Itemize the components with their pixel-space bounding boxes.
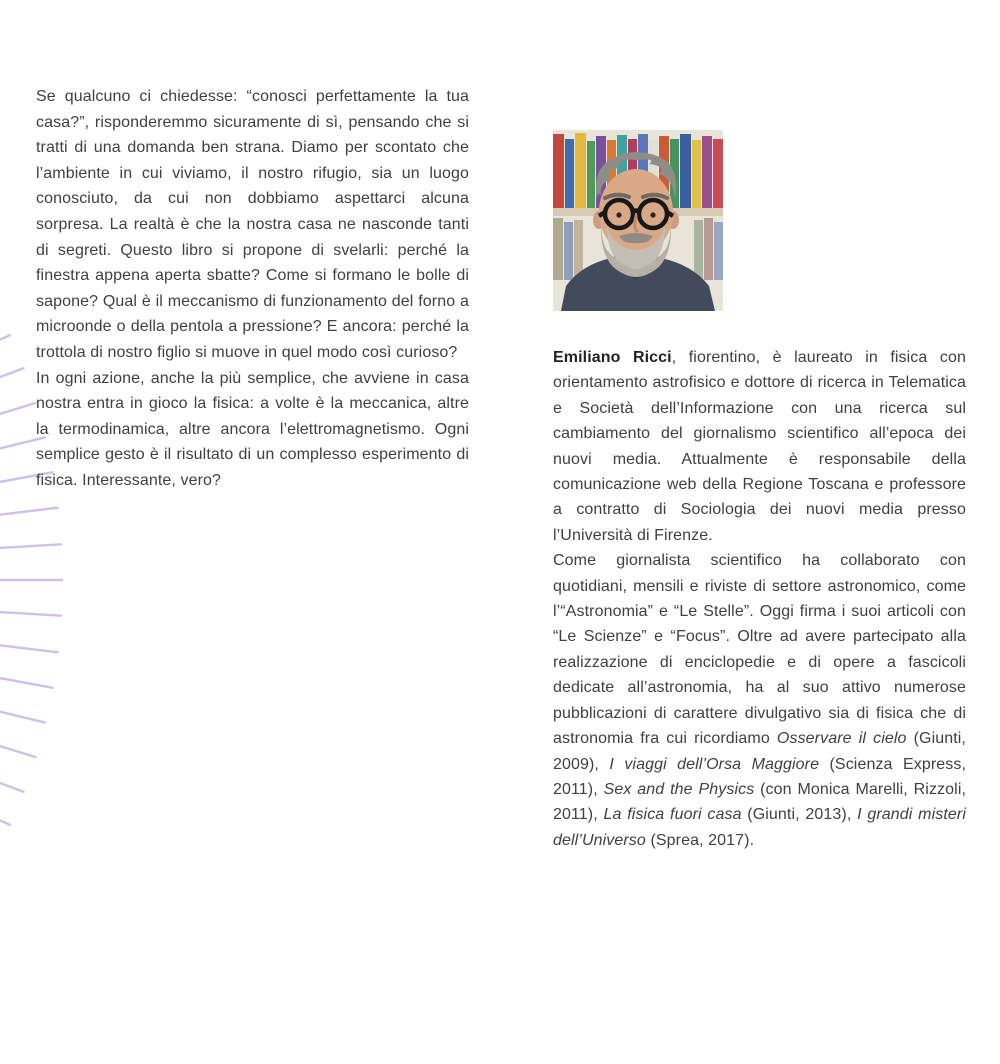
bio-paragraph-works (553, 548, 966, 853)
bio-works-text: (Giunti, 2013), (741, 806, 858, 824)
bio-works-text: (Scienza Express, 2011), (553, 755, 967, 798)
author-photo (553, 130, 723, 311)
book-title-la-fisica-fuori-casa: La fisica fuori casa (603, 806, 742, 824)
bio-works-text: (Sprea, 2017). (645, 831, 755, 849)
book-title-sex-and-the-physics: Sex and the Physics (603, 780, 755, 798)
bio-works-text: (Giunti, 2009), (553, 730, 966, 773)
synopsis-column (36, 84, 469, 494)
bio-intro-text: , fiorentino, è laureato in fisica con orientamento astrofisico e dottore di ricerca in Telematica e Società dell’Informazione con una ricerca sul cambiamento del giornalismo scientifico all’epoca dei nuovi media. Attualmente è responsabile della comunicazione web della Regione Toscana e professore a contratto di Sociologia dei nuovi media presso l’Università di Firenze. (553, 349, 966, 544)
bio-works-text: Come giornalista scientifico ha collaborato con quotidiani, mensili e riviste di settore astronomico, come l’“Astronomia” e “Le Stelle”. Oggi firma i suoi articoli con “Le Scienze” e “Focus”. Oltre ad avere partecipato alla realizzazione di enciclopedie e di opere a fascicoli dedicate all’astronomia, ha al suo attivo numerose pubblicazioni di carattere divulgativo sia di fisica che di astronomia fra cui ricordiamo (553, 552, 966, 748)
bio-works-text: (con Monica Marelli, Rizzoli, 2011), (553, 780, 967, 824)
book-title-i-viaggi-dell-orsa-maggiore: I viaggi dell’Orsa Maggiore (609, 755, 820, 773)
synopsis-paragraph-1: Se qualcuno ci chiedesse: “conosci perfettamente la tua casa?”, risponderemmo sicuramente di sì, pensando che si tratti di una domanda ben strana. Diamo per scontato che l’ambiente in cui viviamo, il nostro rifugio, sia un luogo conosciuto, da cui non dobbiamo aspettarci alcuna sorpresa. La realtà è che la nostra casa ne nasconde tanti di segreti. Questo libro si propone di svelarli: perché la finestra appena aperta sbatte? Come si formano le bolle di sapone? Qual è il meccanismo di funzionamento del forno a microonde o della pentola a pressione? E ancora: perché la trottola di nostro figlio si muove in quel modo così curioso? (36, 88, 469, 361)
author-photo-illustration (553, 130, 723, 311)
book-title-osservare-il-cielo: Osservare il cielo (776, 730, 907, 748)
author-column (553, 130, 966, 853)
author-bio (553, 345, 966, 853)
synopsis-paragraph-2: In ogni azione, anche la più semplice, che avviene in casa nostra entra in gioco la fisica: a volte è la meccanica, altre la termodinamica, altre ancora l’elettromagnetismo. Ogni semplice gesto è il risultato di un complesso esperimento di fisica. Interessante, vero? (36, 369, 469, 489)
book-title-i-grandi-misteri-dell-universo: I grandi misteri dell’Universo (553, 806, 966, 849)
bio-paragraph-intro (553, 345, 966, 548)
author-name: Emiliano Ricci (553, 349, 672, 366)
